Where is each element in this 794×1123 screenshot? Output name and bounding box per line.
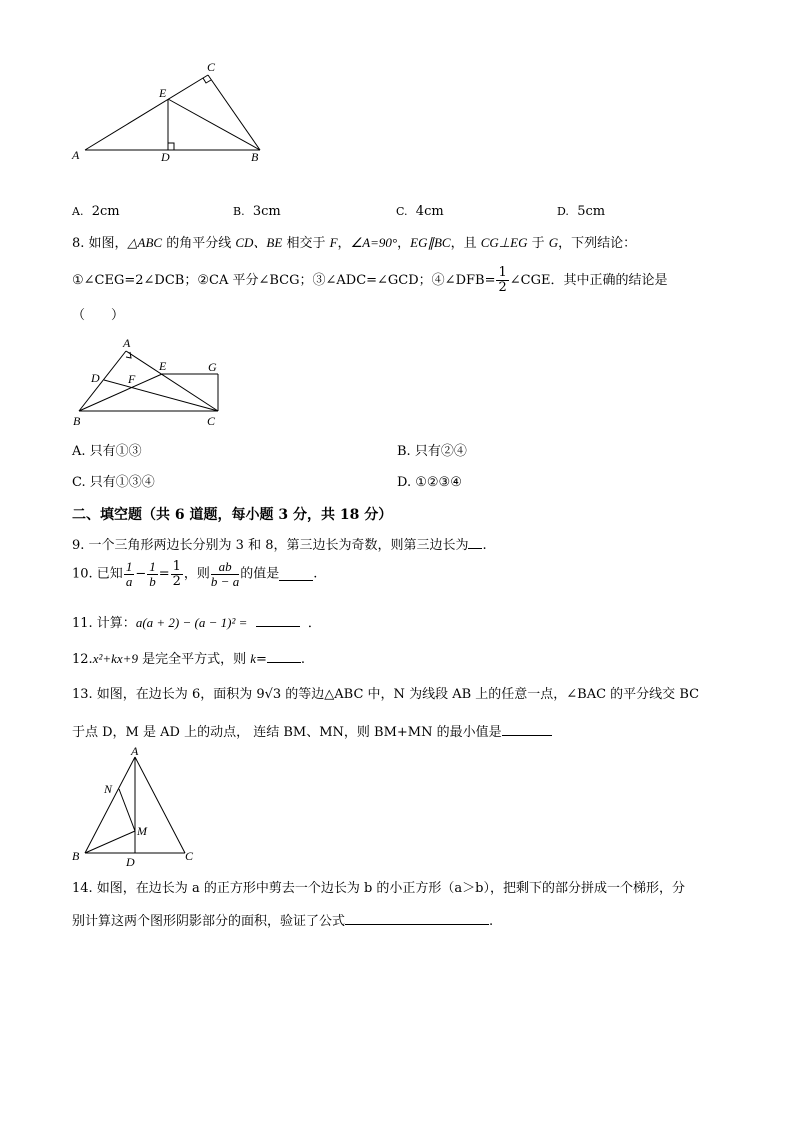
- fig8-label-g: G: [208, 360, 217, 374]
- q10-answer-blank[interactable]: [279, 568, 313, 581]
- q8-option-d[interactable]: D. ①②③④: [397, 475, 462, 490]
- fig8-label-f: F: [128, 372, 136, 386]
- q8-fraction-half: $\frac{1}{2}$: [498, 265, 507, 295]
- q7-option-c[interactable]: C. 4cm: [396, 204, 444, 219]
- q10: 10. 已知 $\frac{1}{a}$ − $\frac{1}{b}$ = $\frac{1}{2}$ ，则 $\frac{ab}{b - a}$ 的值是 .: [72, 559, 318, 589]
- fig13-label-a: A: [131, 745, 139, 758]
- figure-q13-equilateral-triangle: [68, 745, 208, 870]
- q9: 9. 一个三角形两边长分别为 3 和 8，第三边长为奇数，则第三边长为 .: [72, 538, 487, 553]
- q13-answer-blank[interactable]: [502, 723, 552, 736]
- fig7-label-c: C: [207, 60, 216, 74]
- section-heading: 二、填空题（共 6 道题，每小题 3 分，共 18 分）: [72, 507, 393, 523]
- q7-option-d[interactable]: D. 5cm: [557, 204, 606, 219]
- fig7-label-e: E: [159, 86, 167, 100]
- q9-answer-blank[interactable]: [468, 536, 482, 549]
- q8-option-b[interactable]: B. 只有②④: [397, 444, 467, 459]
- fig7-label-d: D: [161, 150, 170, 164]
- fig13-label-m: M: [137, 824, 147, 838]
- fig13-label-c: C: [185, 849, 194, 863]
- q11-answer-blank[interactable]: [256, 614, 300, 627]
- q7-option-b[interactable]: B. 3cm: [233, 204, 281, 219]
- q12: 12.x²+kx+9 是完全平方式，则 k= .: [72, 651, 306, 667]
- q8-line1: 8. 如图，△ABC 的角平分线 CD、BE 相交于 F，∠A=90°，EG∥BC，且 CG⊥EG 于 G，下列结论：: [72, 235, 637, 251]
- figure-q7-triangle: [60, 55, 290, 170]
- q11: 11. 计算：a(a + 2) − (a − 1)² = ．: [72, 615, 321, 631]
- fig8-label-e: E: [159, 359, 167, 373]
- q13-line1: 13. 如图，在边长为 6，面积为 9√3 的等边△ABC 中，N 为线段 AB 上的任意一点，∠BAC 的平分线交 BC: [72, 687, 700, 702]
- fig7-label-b: B: [251, 150, 259, 164]
- fig8-label-a: A: [123, 336, 131, 350]
- q7-option-a[interactable]: A. 2cm: [72, 204, 120, 219]
- q14-line2: 别计算这两个图形阴影部分的面积，验证了公式 .: [72, 914, 494, 929]
- q13-line2: 于点 D，M 是 AD 上的动点， 连结 BM、MN，则 BM+MN 的最小值是: [72, 723, 552, 742]
- q8-answer-bracket: （ ）: [72, 308, 125, 323]
- q8-option-a[interactable]: A. 只有①③: [72, 444, 142, 459]
- fig13-label-n: N: [104, 782, 113, 796]
- q14-answer-blank[interactable]: [345, 912, 489, 925]
- figure-q8-triangle: [68, 335, 238, 430]
- fig8-label-d: D: [91, 371, 100, 385]
- fig13-label-b: B: [72, 849, 80, 863]
- fig7-label-a: A: [72, 148, 80, 162]
- q14-line1: 14. 如图，在边长为 a 的正方形中剪去一个边长为 b 的小正方形（a＞b），把剩下的部分拼成一个梯形，分: [72, 881, 685, 896]
- fig13-label-d: D: [126, 855, 135, 869]
- fig8-label-c: C: [207, 414, 216, 428]
- q8-line2: ①∠CEG=2∠DCB；②CA 平分∠BCG；③∠ADC=∠GCD；④∠DFB= $\frac{1}{2}$ ∠CGE．其中正确的结论是: [72, 265, 668, 295]
- q8-option-c[interactable]: C. 只有①③④: [72, 475, 155, 490]
- fig8-label-b: B: [73, 414, 81, 428]
- q12-answer-blank[interactable]: [267, 650, 301, 663]
